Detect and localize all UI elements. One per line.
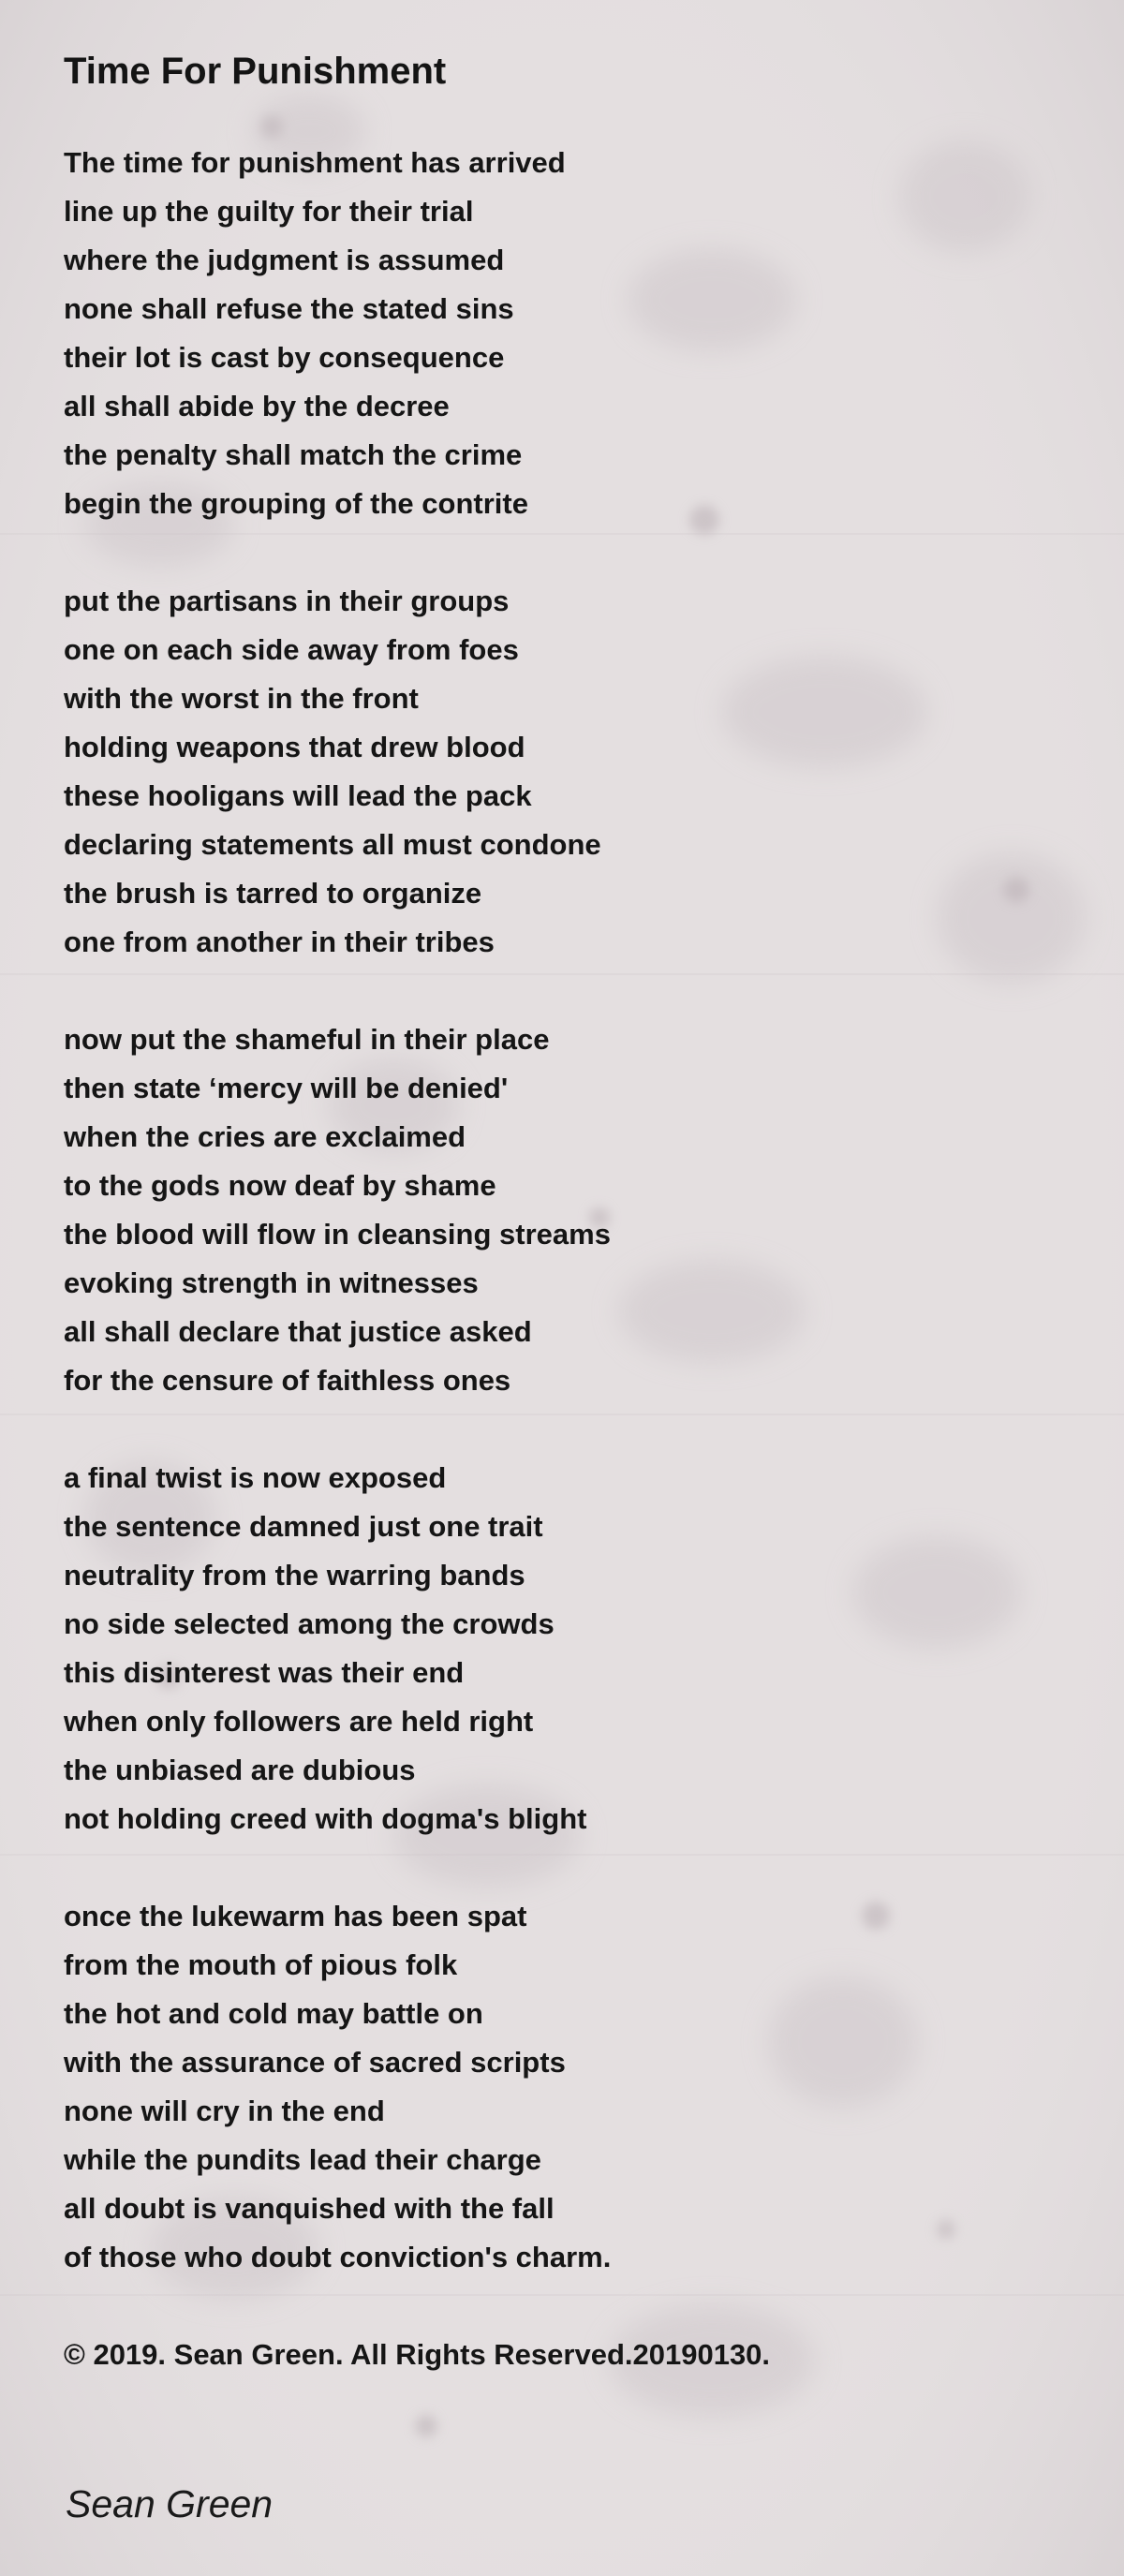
stanza-2	[64, 577, 1000, 967]
poem-line: the hot and cold may battle on	[64, 1997, 483, 2030]
poem-line: a final twist is now exposed	[64, 1461, 447, 1494]
poem-line: to the gods now deaf by shame	[64, 1169, 496, 1202]
poem-line: declaring statements all must condone	[64, 828, 601, 861]
poem-line: none will cry in the end	[64, 2095, 385, 2127]
poem-line: of those who doubt conviction's charm.	[64, 2241, 612, 2273]
poem-line: where the judgment is assumed	[64, 244, 505, 276]
poem-line: when only followers are held right	[64, 1705, 534, 1738]
poem-line: The time for punishment has arrived	[64, 146, 566, 179]
stanza-3	[64, 1015, 1000, 1405]
stanza-1	[64, 139, 1000, 528]
copyright-notice: © 2019. Sean Green. All Rights Reserved.20190130.	[64, 2338, 771, 2371]
poem-line: then state ‘mercy will be denied'	[64, 1072, 509, 1104]
poem-line: from the mouth of pious folk	[64, 1948, 458, 1981]
poem-line: none shall refuse the stated sins	[64, 292, 514, 325]
poem-line: neutrality from the warring bands	[64, 1559, 525, 1591]
poem-line: begin the grouping of the contrite	[64, 487, 528, 520]
poem-line: line up the guilty for their trial	[64, 195, 474, 228]
author-name: Sean Green	[66, 2482, 274, 2525]
poem-line: while the pundits lead their charge	[64, 2143, 541, 2176]
poem-line: this disinterest was their end	[64, 1656, 465, 1689]
poem-line: evoking strength in witnesses	[64, 1266, 479, 1299]
poem-line: the unbiased are dubious	[64, 1754, 416, 1786]
poem-line: when the cries are exclaimed	[64, 1120, 466, 1153]
poem-line: their lot is cast by consequence	[64, 341, 505, 374]
poem-line: the brush is tarred to organize	[64, 877, 482, 910]
poem-line: for the censure of faithless ones	[64, 1364, 511, 1397]
poem-line: once the lukewarm has been spat	[64, 1900, 527, 1932]
stanza-4	[64, 1454, 1000, 1843]
poem-title: Time For Punishment	[64, 51, 447, 92]
poem-line: the blood will flow in cleansing streams	[64, 1218, 611, 1251]
poem-line: no side selected among the crowds	[64, 1607, 555, 1640]
poem-line: holding weapons that drew blood	[64, 731, 525, 763]
poem-line: not holding creed with dogma's blight	[64, 1802, 587, 1835]
poem-body	[64, 139, 1000, 2379]
poem-line: one on each side away from foes	[64, 633, 519, 666]
poem-line: all shall declare that justice asked	[64, 1315, 532, 1348]
poem-line: the sentence damned just one trait	[64, 1510, 543, 1543]
stanza-5	[64, 1892, 1000, 2282]
poem-line: one from another in their tribes	[64, 925, 495, 958]
poem-line: all doubt is vanquished with the fall	[64, 2192, 555, 2225]
poem-line: the penalty shall match the crime	[64, 438, 523, 471]
poem-line: now put the shameful in their place	[64, 1023, 550, 1056]
poem-line: with the worst in the front	[64, 682, 419, 715]
poem-line: these hooligans will lead the pack	[64, 779, 532, 812]
poem-line: all shall abide by the decree	[64, 390, 450, 422]
poem-line: with the assurance of sacred scripts	[64, 2046, 566, 2079]
poem-line: put the partisans in their groups	[64, 585, 510, 617]
